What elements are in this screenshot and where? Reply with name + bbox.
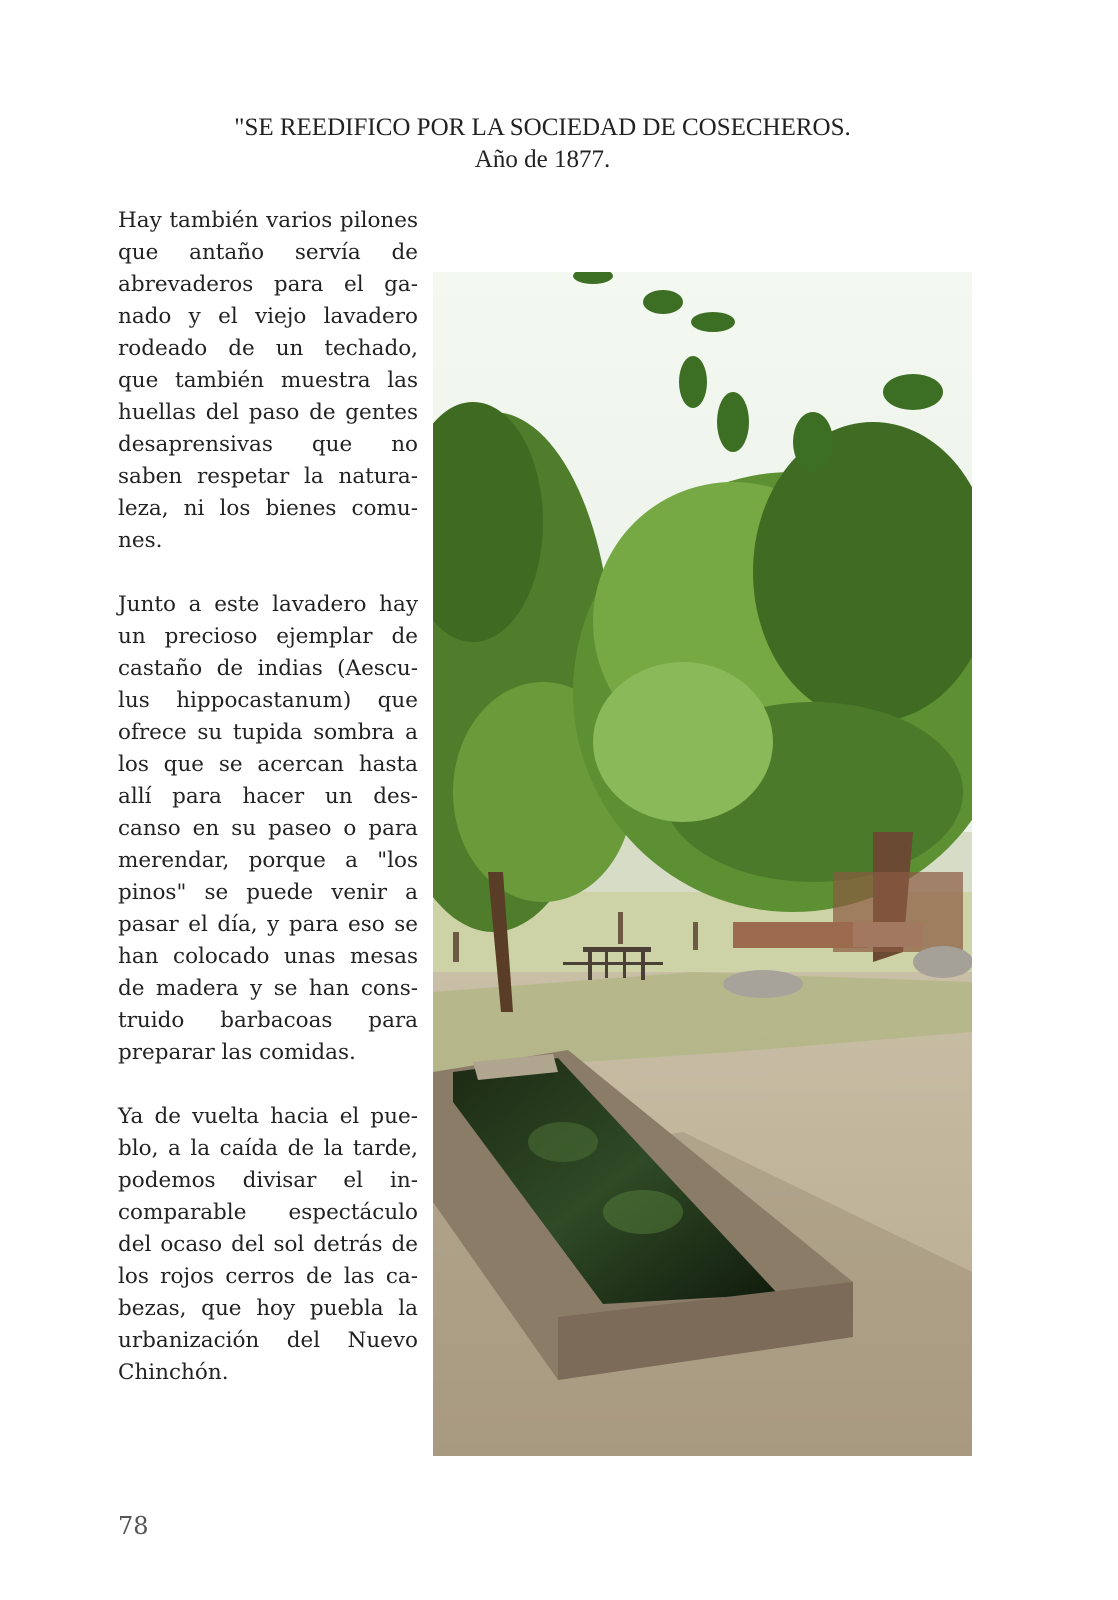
paragraph-2: Junto a este lavadero hay un precioso ejemplar de castaño de indias (Aesculus hippocastanum) que ofrece su tupida sombra a los que se acercan hasta allí para hacer un descanso en su paseo o para merendar, porque a "los pinos" se puede venir a pasar el día, y para eso se han colocado unas mesas de madera y se han construido barbacoas para preparar las comidas.	[118, 592, 418, 1065]
page-number: 78	[118, 1512, 149, 1540]
paragraph-1: Hay también varios pilones que antaño servía de abrevaderos para el ganado y el viejo lavadero rodeado de un techado, que también muestra las huellas del paso de gentes desaprensivas que no saben respetar la naturaleza, ni los bienes comunes.	[118, 208, 418, 553]
photo-chestnut-tree-and-trough	[433, 272, 972, 1456]
page-header	[120, 112, 965, 176]
header-line-1: "SE REEDIFICO POR LA SOCIEDAD DE COSECHEROS.	[234, 114, 851, 141]
body-text-column	[118, 205, 418, 1421]
paragraph-3: Ya de vuelta hacia el pueblo, a la caída de la tarde, podemos divisar el incomparable espectáculo del ocaso del sol detrás de los rojos cerros de las cabezas, que hoy puebla la urbanización del Nuevo Chinchón.	[118, 1104, 418, 1385]
header-line-2: Año de 1877.	[474, 146, 611, 173]
